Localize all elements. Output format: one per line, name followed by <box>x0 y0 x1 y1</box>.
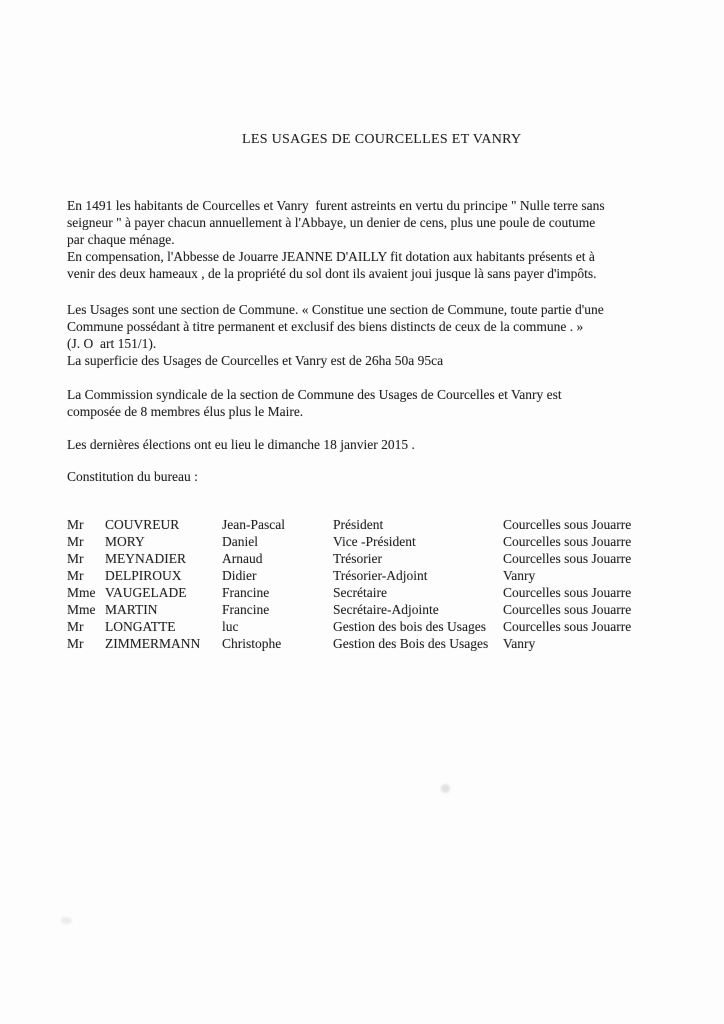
paragraph-commission <box>67 386 562 420</box>
surname-cell: MEYNADIER <box>105 551 186 566</box>
surname-cell: ZIMMERMANN <box>105 636 201 651</box>
scan-artifact-speck <box>441 784 450 793</box>
firstname-cell: Francine <box>222 585 270 600</box>
text-line: En 1491 les habitants de Courcelles et Vanry furent astreints en vertu du principe " Nulle terre sans <box>67 198 605 213</box>
table-row <box>67 550 667 567</box>
text-line: composée de 8 membres élus plus le Maire. <box>67 404 304 419</box>
text-line: seigneur " à payer chacun annuellement à l'Abbaye, un denier de cens, plus une poule de coutume <box>67 215 596 230</box>
place-cell: Courcelles sous Jouarre <box>503 551 632 566</box>
bureau-table <box>67 516 667 652</box>
firstname-cell: luc <box>222 619 239 634</box>
surname-cell: LONGATTE <box>105 619 176 634</box>
place-cell: Courcelles sous Jouarre <box>503 517 632 532</box>
paragraph-bureau-heading <box>67 468 198 485</box>
firstname-cell: Daniel <box>222 534 258 549</box>
scan-artifact-speck <box>61 917 72 924</box>
text-line: La Commission syndicale de la section de Commune des Usages de Courcelles et Vanry est <box>67 387 562 402</box>
role-cell: Vice -Président <box>333 534 416 549</box>
role-cell: Secrétaire <box>333 585 387 600</box>
role-cell: Trésorier-Adjoint <box>333 568 428 583</box>
table-row <box>67 601 667 618</box>
place-cell: Courcelles sous Jouarre <box>503 602 632 617</box>
paragraph-section-definition <box>67 301 604 369</box>
document-title: LES USAGES DE COURCELLES ET VANRY <box>242 132 522 147</box>
firstname-cell: Arnaud <box>222 551 263 566</box>
civility-cell: Mme <box>67 602 96 617</box>
civility-cell: Mr <box>67 517 84 532</box>
surname-cell: MORY <box>105 534 145 549</box>
firstname-cell: Didier <box>222 568 257 583</box>
text-line: Constitution du bureau : <box>67 469 198 484</box>
firstname-cell: Jean-Pascal <box>222 517 285 532</box>
surname-cell: COUVREUR <box>105 517 180 532</box>
text-line: Les dernières élections ont eu lieu le dimanche 18 janvier 2015 . <box>67 437 415 452</box>
text-line: Commune possédant à titre permanent et exclusif des biens distincts de ceux de la commune . » <box>67 319 584 334</box>
paragraph-elections <box>67 436 415 453</box>
place-cell: Vanry <box>503 636 536 651</box>
table-row <box>67 635 667 652</box>
place-cell: Vanry <box>503 568 536 583</box>
table-row <box>67 567 667 584</box>
text-line: En compensation, l'Abbesse de Jouarre JEANNE D'AILLY fit dotation aux habitants présents et à <box>67 249 595 264</box>
table-row <box>67 516 667 533</box>
place-cell: Courcelles sous Jouarre <box>503 585 632 600</box>
civility-cell: Mr <box>67 619 84 634</box>
text-line: venir des deux hameaux , de la propriété du sol dont ils avaient joui jusque là sans payer d'impôts. <box>67 266 597 281</box>
table-row <box>67 584 667 601</box>
role-cell: Trésorier <box>333 551 382 566</box>
role-cell: Président <box>333 517 384 532</box>
place-cell: Courcelles sous Jouarre <box>503 534 632 549</box>
paragraph-history <box>67 197 605 282</box>
place-cell: Courcelles sous Jouarre <box>503 619 632 634</box>
text-line: (J. O art 151/1). <box>67 336 157 351</box>
role-cell: Secrétaire-Adjointe <box>333 602 439 617</box>
surname-cell: MARTIN <box>105 602 158 617</box>
table-row <box>67 618 667 635</box>
civility-cell: Mme <box>67 585 96 600</box>
surname-cell: VAUGELADE <box>105 585 187 600</box>
text-line: La superficie des Usages de Courcelles et Vanry est de 26ha 50a 95ca <box>67 353 444 368</box>
civility-cell: Mr <box>67 568 84 583</box>
surname-cell: DELPIROUX <box>105 568 182 583</box>
firstname-cell: Francine <box>222 602 270 617</box>
civility-cell: Mr <box>67 534 84 549</box>
civility-cell: Mr <box>67 636 84 651</box>
firstname-cell: Christophe <box>222 636 282 651</box>
role-cell: Gestion des Bois des Usages <box>333 636 489 651</box>
civility-cell: Mr <box>67 551 84 566</box>
text-line: Les Usages sont une section de Commune. « Constitue une section de Commune, toute partie d'une <box>67 302 604 317</box>
role-cell: Gestion des bois des Usages <box>333 619 486 634</box>
text-line: par chaque ménage. <box>67 232 175 247</box>
table-row <box>67 533 667 550</box>
